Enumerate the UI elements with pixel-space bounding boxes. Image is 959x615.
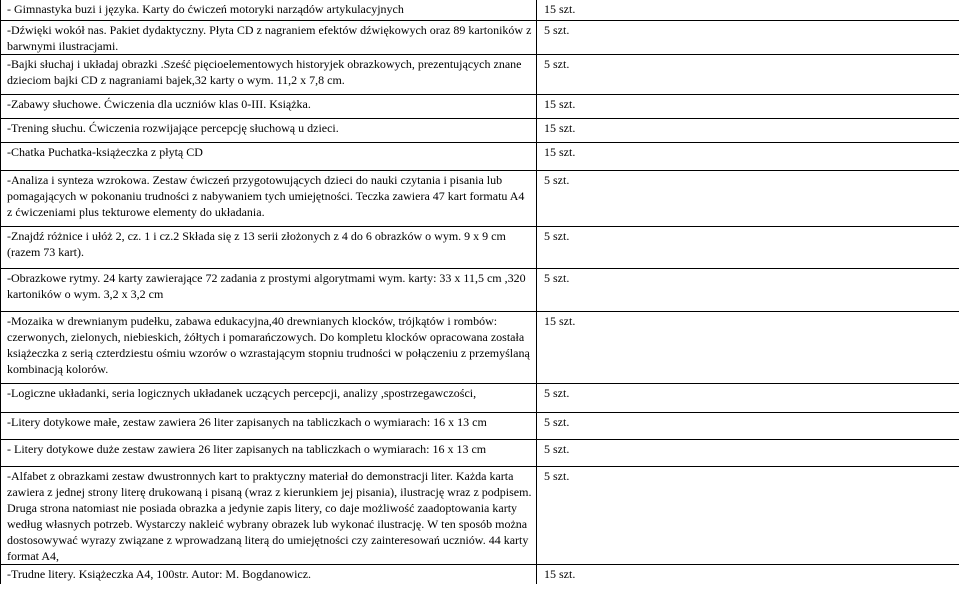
item-quantity: 5 szt.	[537, 466, 959, 564]
item-quantity: 5 szt.	[537, 383, 959, 412]
table-row	[1, 383, 959, 412]
item-description: -Mozaika w drewnianym pudełku, zabawa edukacyjna,40 drewnianych klocków, trójkątów i rombów: czerwonych, zielonych, niebieskich, żółtych i pomarańczowych. Do kompletu klocków opracowana została książeczka z serią czterdziestu ośmiu wzorów o wzrastającym stopniu trudności w połączeniu z przemyślaną kombinacją kolorów.	[1, 311, 537, 383]
item-quantity: 5 szt.	[537, 54, 959, 94]
item-description: -Litery dotykowe małe, zestaw zawiera 26 liter zapisanych na tabliczkach o wymiarach: 16 x 13 cm	[1, 412, 537, 439]
item-quantity: 5 szt.	[537, 268, 959, 311]
item-description: -Alfabet z obrazkami zestaw dwustronnych kart to praktyczny materiał do demonstracji liter. Każda karta zawiera z jednej strony literę drukowaną i pisaną (wraz z kierunkiem jej pisania), ilustrację wraz z podpisem. Druga strona natomiast nie posiada obrazka a jedynie zapis litery, co daje możliwość zaadoptowania karty według własnych potrzeb. Wystarczy nakleić wybrany obrazek lub wykonać ilustrację. W ten sposób można dostosowywać wyrazy związane z wprowadzaną literą do umiejętności czy zainteresowań uczniów. 44 karty format A4,	[1, 466, 537, 564]
item-description: -Chatka Puchatka-książeczka z płytą CD	[1, 142, 537, 170]
item-description: -Znajdź różnice i ułóż 2, cz. 1 i cz.2 Składa się z 13 serii złożonych z 4 do 6 obrazków o wym. 9 x 9 cm (razem 73 kart).	[1, 226, 537, 268]
item-quantity: 15 szt.	[537, 0, 959, 20]
item-description: -Dźwięki wokół nas. Pakiet dydaktyczny. Płyta CD z nagraniem efektów dźwiękowych oraz 89 kartoników z barwnymi ilustracjami.	[1, 20, 537, 54]
table-row	[1, 466, 959, 564]
table-row	[1, 118, 959, 142]
table-row	[1, 142, 959, 170]
item-description: -Bajki słuchaj i układaj obrazki .Sześć pięcioelementowych historyjek obrazkowych, prezentujących znane dzieciom bajki CD z nagraniami bajek,32 karty o wym. 11,2 x 7,8 cm.	[1, 54, 537, 94]
item-description: -Obrazkowe rytmy. 24 karty zawierające 72 zadania z prostymi algorytmami wym. karty: 33 x 11,5 cm ,320 kartoników o wym. 3,2 x 3,2 cm	[1, 268, 537, 311]
table-row	[1, 94, 959, 118]
table-row	[1, 268, 959, 311]
table-row	[1, 564, 959, 584]
item-quantity: 15 szt.	[537, 142, 959, 170]
item-description: -Trening słuchu. Ćwiczenia rozwijające percepcję słuchową u dzieci.	[1, 118, 537, 142]
item-quantity: 5 szt.	[537, 226, 959, 268]
item-quantity: 5 szt.	[537, 439, 959, 466]
item-description: - Litery dotykowe duże zestaw zawiera 26 liter zapisanych na tabliczkach o wymiarach: 16 x 13 cm	[1, 439, 537, 466]
item-description: -Logiczne układanki, seria logicznych układanek uczących percepcji, analizy ,spostrzegawczości,	[1, 383, 537, 412]
item-description: -Zabawy słuchowe. Ćwiczenia dla uczniów klas 0-III. Książka.	[1, 94, 537, 118]
item-quantity: 5 szt.	[537, 20, 959, 54]
item-description: -Analiza i synteza wzrokowa. Zestaw ćwiczeń przygotowujących dzieci do nauki czytania i pisania lub pomagających w pokonaniu trudności z nabywaniem tych umiejętności. Teczka zawiera 47 kart formatu A4 z ćwiczeniami plus tekturowe elementy do układania.	[1, 170, 537, 226]
table-row	[1, 170, 959, 226]
table-row	[1, 439, 959, 466]
item-quantity: 15 szt.	[537, 564, 959, 584]
table-row	[1, 226, 959, 268]
item-description: -Trudne litery. Książeczka A4, 100str. Autor: M. Bogdanowicz.	[1, 564, 537, 584]
table-row	[1, 311, 959, 383]
table-row	[1, 412, 959, 439]
item-quantity: 5 szt.	[537, 170, 959, 226]
table-row	[1, 54, 959, 94]
item-quantity: 15 szt.	[537, 118, 959, 142]
item-quantity: 15 szt.	[537, 311, 959, 383]
table-row	[1, 20, 959, 54]
item-description: - Gimnastyka buzi i języka. Karty do ćwiczeń motoryki narządów artykulacyjnych	[1, 0, 537, 20]
item-quantity: 5 szt.	[537, 412, 959, 439]
table-row	[1, 0, 959, 20]
item-quantity: 15 szt.	[537, 94, 959, 118]
